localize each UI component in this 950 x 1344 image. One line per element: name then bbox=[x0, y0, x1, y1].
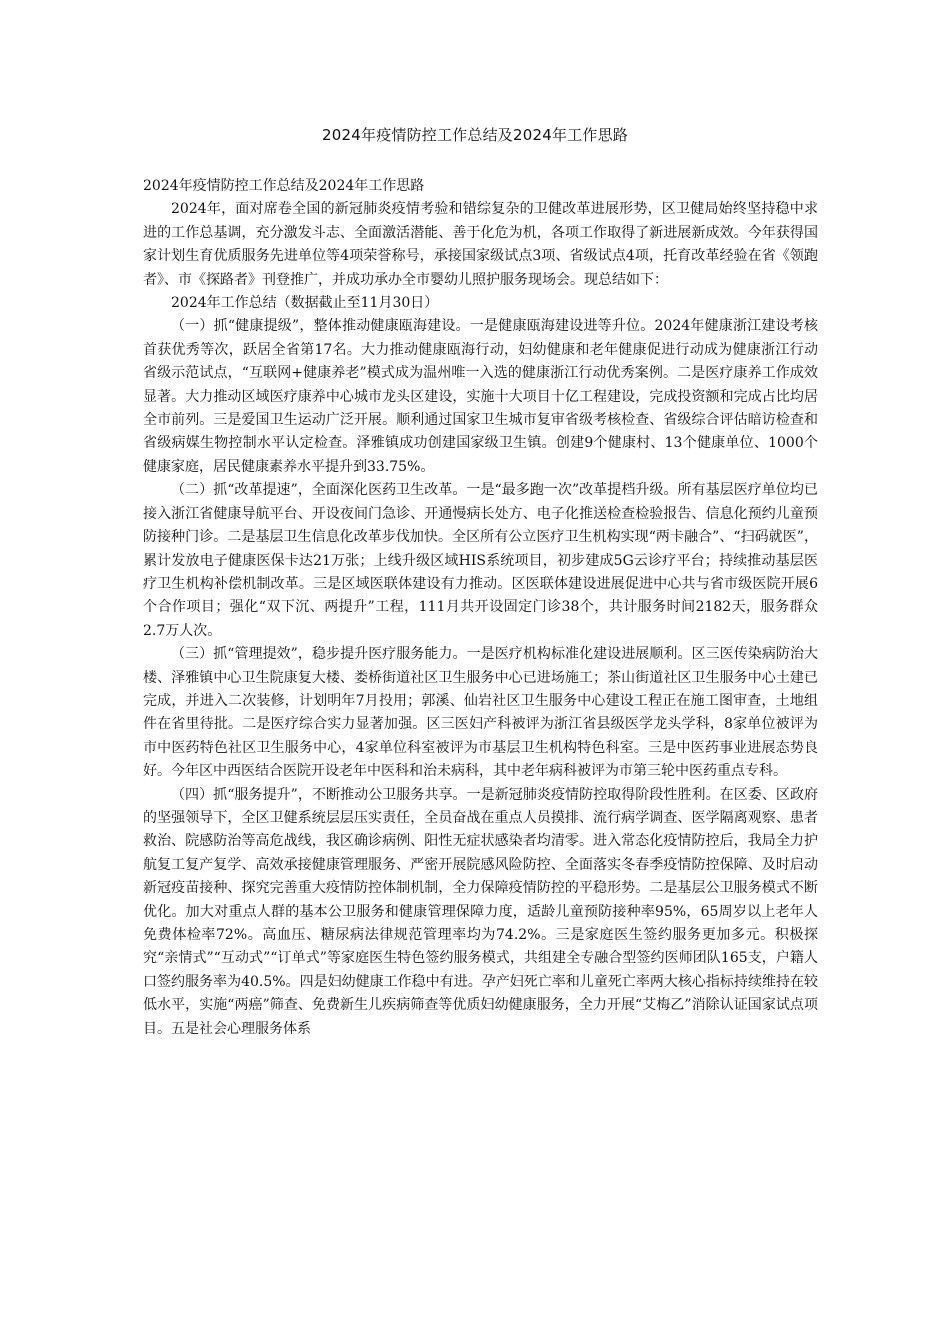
paragraph-section-4: （四）抓“服务提升”，不断推动公卫服务共享。一是新冠肺炎疫情防控取得阶段性胜利。在区委、区政府的坚强领导下，全区卫健系统层层压实责任，全员奋战在重点人员摸排、流行病学调查、医学隔离观察、患者救治、院感防治等高危战线，我区确诊病例、阳性无症状感染者均清零。进入常态化疫情防控后，我局全力护航复工复产复学、高效承接健康管理服务、严密开展院感风险防控、全面落实冬春季疫情防控保障、及时启动新冠疫苗接种、探究完善重大疫情防控体制机制，全力保障疫情防控的平稳形势。二是基层公卫服务模式不断优化。加大对重点人群的基本公卫服务和健康管理保障力度，适龄儿童预防接种率95%，65周岁以上老年人免费体检率72%。高血压、糖尿病法律规范管理率均为74.2%。三是家庭医生签约服务更加多元。积极探究“亲情式”“互动式”“订单式”等家庭医生特色签约服务模式，共组建全专融合型签约医师团队165支，户籍人口签约服务率为40.5%。四是妇幼健康工作稳中有进。孕产妇死亡率和儿童死亡率两大核心指标持续维持在较低水平，实施“两癌”筛查、免费新生儿疾病筛查等优质妇幼健康服务，全力开展“艾梅乙”消除认证国家试点项目。五是社会心理服务体系 bbox=[143, 786, 818, 1037]
paragraph-section-1: （一）抓“健康提级”，整体推动健康瓯海建设。一是健康瓯海建设进等升位。2024年健康浙江建设考核首获优秀等次，跃居全省第17名。大力推动健康瓯海行动，妇幼健康和老年健康促进行动成为健康浙江行动省级示范试点，“互联网+健康养老”模式成为温州唯一入选的健康浙江行动优秀案例。二是医疗康养工作成效显著。大力推动区域医疗康养中心城市龙头区建设，实施十大项目十亿工程建设，完成投资额和完成占比均居全市前列。三是爱国卫生运动广泛开展。顺利通过国家卫生城市复审省级考核检查、省级综合评估暗访检查和省级病媒生物控制水平认定检查。泽雅镇成功创建国家级卫生镇。创建9个健康村、13个健康单位、1000个健康家庭，居民健康素养水平提升到33.75%。 bbox=[143, 318, 818, 475]
paragraph-intro: 2024年，面对席卷全国的新冠肺炎疫情考验和错综复杂的卫健改革进展形势，区卫健局始终坚持稳中求进的工作总基调，充分激发斗志、全面激活潜能、善于化危为机，各项工作取得了新进展新成效。今年获得国家计划生育优质服务先进单位等4项荣誉称号，承接国家级试点3项、省级试点4项，托育改革经验在省《领跑者》、市《探路者》刊登推广，并成功承办全市婴幼儿照护服务现场会。现总结如下： bbox=[143, 201, 818, 288]
paragraph-summary-heading: 2024年工作总结（数据截止至11月30日） bbox=[171, 295, 439, 312]
document-subtitle: 2024年疫情防控工作总结及2024年工作思路 bbox=[143, 178, 425, 194]
paragraph-section-3: （三）抓“管理提效”，稳步提升医疗服务能力。一是医疗机构标准化建设进展顺利。区三医传染病防治大楼、泽雅镇中心卫生院康复大楼、娄桥街道社区卫生服务中心已进场施工；茶山街道社区卫生服务中心土建已完成，并进入二次装修，计划明年7月投用；郭溪、仙岩社区卫生服务中心建设工程正在施工图审查，土地组件在省里待批。二是医疗综合实力显著加强。区三医妇产科被评为浙江省县级医学龙头学科，8家单位被评为市中医药特色社区卫生服务中心，4家单位科室被评为市基层卫生机构特色科室。三是中医药事业进展态势良好。今年区中西医结合医院开设老年中医科和治未病科，其中老年病科被评为市第三轮中医药重点专科。 bbox=[143, 646, 818, 780]
document-body bbox=[143, 175, 818, 1041]
paragraph-section-2: （二）抓“改革提速”，全面深化医药卫生改革。一是“最多跑一次”改革提档升级。所有基层医疗单位均已接入浙江省健康导航平台、开设夜间门急诊、开通慢病长处方、电子化推送检查检验报告、信息化预约儿童预防接种门诊。二是基层卫生信息化改革步伐加快。全区所有公立医疗卫生机构实现“两卡融合”、“扫码就医”，累计发放电子健康医保卡达21万张；上线升级区域HIS系统项目，初步建成5G云诊疗平台；持续推动基层医疗卫生机构补偿机制改革。三是区域医联体建设有力推动。区医联体建设进展促进中心共与省市级医院开展6个合作项目；强化“双下沉、两提升”工程，111月共开设固定门诊38个，共计服务时间2182天，服务群众2.7万人次。 bbox=[143, 482, 818, 639]
page-title: 2024年疫情防控工作总结及2024年工作思路 bbox=[322, 126, 628, 144]
